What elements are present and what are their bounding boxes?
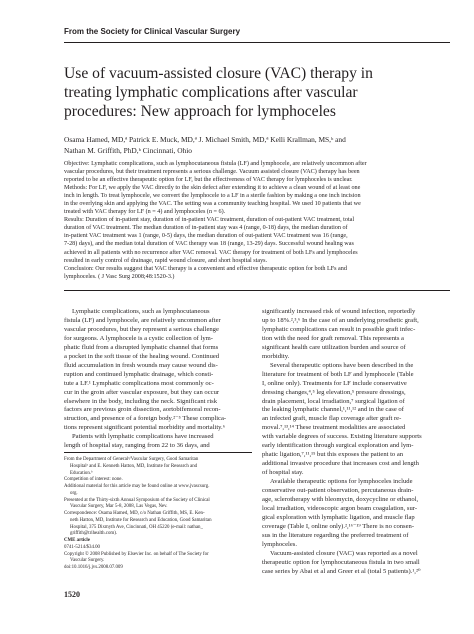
- footnote-line: Copyright © 2008 Published by Elsevier Inc. on behalf of The Society for: [64, 551, 209, 557]
- body-line: Available therapeutic options for lymphoceles include: [270, 478, 413, 486]
- body-line: moval.⁷,¹³,¹⁴ These treatment modalities are associated: [262, 424, 406, 432]
- abstract-line: resulted in early control of drainage, rapid wound closure, and short hospital stays.: [64, 257, 268, 264]
- body-line: length of hospital stay, ranging from 22 to 36 days, and: [64, 442, 210, 450]
- body-line: Lymphatic complications, such as lymphocutaneous: [72, 308, 210, 315]
- body-line: dressing changes,⁴,⁵ leg elevation,⁵ pressure dressings,: [262, 388, 406, 396]
- abstract-line: Objective: Lymphatic complications, such as lymphocutaneous fistula (LF) and lymphocele, are relatively uncommon after: [64, 161, 367, 167]
- body-line: additional invasive procedure that increases cost and length: [262, 460, 419, 468]
- body-line: phatic fluid from a disrupted lymphatic channel that forms: [64, 343, 219, 351]
- abstract-line: Methods: For LF, we apply the VAC directly to the skin defect after extending it to achieve a clean wound of at least one: [64, 185, 361, 192]
- body-line: significant health care utilization burden and source of: [262, 343, 406, 351]
- footnote-line: From the Department of Generalᵃ/Vascular Surgery, Good Samaritan: [64, 457, 199, 462]
- body-line: significantly increased risk of wound infection, reportedly: [262, 308, 416, 315]
- abstract-line: vascular procedures, but their treatment represents a serious challenge. Vacuum assisted closure (VAC) therapy has been: [64, 169, 360, 176]
- body-line: Vacuum-assisted closure (VAC) was reported as a novel: [270, 549, 418, 557]
- footnote-line: Competition of interest: none.: [64, 477, 123, 483]
- footnote-line: CME article: [64, 538, 90, 543]
- body-line: conservative out-patient observation, percutaneous drain-: [262, 487, 414, 495]
- body-line: local irradiation, videoscopic argon beam coagulation, sur-: [262, 504, 418, 512]
- footnote-line: Additional material for this article may be found online at www.jvascsurg.: [64, 484, 210, 489]
- footnote-line: doi:10.1016/j.jvs.2008.07.009: [64, 565, 123, 570]
- abstract-line: 7-28) days), and the median total duration of VAC therapy was 18 (range, 13-29) days. Successful wound healing was: [64, 241, 354, 248]
- footnotes: [64, 457, 252, 572]
- body-line: tute a LF.¹ Lymphatic complications most commonly oc-: [64, 379, 214, 387]
- abstract-line: Results: Duration of in-patient stay, duration of in-patient VAC treatment, duration of out-patient VAC treatment, total: [64, 217, 355, 224]
- body-line: literature for treatment of both LF and lymphocele (Table: [262, 370, 414, 378]
- body-line: case series by Abai et al and Greer et al (total 5 patients).¹,²⁰: [262, 567, 421, 575]
- footnote-rule: [64, 452, 252, 453]
- body-line: up to 18%.²,³,⁶ In the case of an underlying prosthetic graft,: [262, 316, 419, 324]
- body-line: a pocket in the soft tissue of the healing wound. Continued: [64, 352, 220, 360]
- footnote-line: Presented at the Thirty-sixth Annual Symposium of the Society of Clinical: [64, 497, 210, 503]
- body-column-left: [64, 308, 252, 451]
- body-line: age, sclerotherapy with bleomycin, doxycycline or ethanol,: [262, 496, 419, 504]
- body-line: the leaking lymphatic channel,¹,¹¹,¹² and in the case of: [262, 406, 404, 414]
- title-line: treating lymphatic complications after vascular: [64, 84, 358, 102]
- body-line: drain placement, local irradiation,⁷ surgical ligation of: [262, 397, 405, 405]
- body-line: I, online only). Treatments for LF include conservative: [262, 379, 407, 387]
- body-line: vascular procedures, but they represent a serious challenge: [64, 325, 219, 333]
- body-line: elsewhere in the body, including the neck. Significant risk: [64, 397, 218, 405]
- society-header: From the Society for Clinical Vascular Surgery: [64, 27, 241, 36]
- abstract: [64, 160, 454, 281]
- abstract-line: in-patient VAC treatment was 1 (range, 0-5) days, the median duration of out-patient VAC treatment was 16 (range,: [64, 233, 348, 240]
- page-number: 1520: [64, 590, 80, 599]
- abstract-line: treated with VAC therapy for LF (n = 4) and lymphoceles (n = 6).: [64, 209, 226, 216]
- abstract-line: lymphoceles. ( J Vasc Surg 2008;48:1520-3.): [64, 273, 175, 280]
- footnote-line: Correspondence: Osama Hamed, MD, c/o Nathan Griffith, MS, E. Ken-: [64, 511, 205, 516]
- body-line: sus in the literature regarding the preferred treatment of: [262, 531, 409, 539]
- abstract-line: in the overlying skin and applying the VAC. The setting was a community teaching hospital. We used 10 patients that we: [64, 201, 361, 208]
- body-line: fluid accumulation in fresh wounds may cause wound dis-: [64, 361, 218, 369]
- footnote-line: Vascular Surgery, Mar 5-8, 2008, Las Vegas, Nev.: [70, 504, 168, 510]
- article-title: [64, 64, 450, 122]
- abstract-line: inch in length. To treat lymphocele, we convert the lymphocele to a LF in a sterile fashion by making a one inch incision: [64, 193, 361, 200]
- body-line: phatic ligation,⁷,¹¹,¹⁵ but this exposes the patient to an: [262, 451, 404, 459]
- body-line: factors are previous groin dissection, aortobifemoral recon-: [64, 406, 221, 414]
- body-line: Patients with lymphatic complications have increased: [72, 433, 214, 441]
- body-line: for surgeons. A lymphocele is a cystic collection of lym-: [64, 334, 213, 342]
- footnote-line: Hospital, 375 Dixmyth Ave, Cincinnati, OH 45220 (e-mail: nathan_: [70, 524, 203, 530]
- author-line: Nathan M. Griffith, PhD,ᵇ Cincinnati, Ohio: [64, 146, 192, 156]
- title-line: Use of vacuum-assisted closure (VAC) therapy in: [64, 65, 373, 82]
- body-line: with variable degrees of success. Existing literature supports: [262, 433, 422, 441]
- body-line: morbidity.: [262, 352, 290, 360]
- body-line: tions represent significant potential morbidity and mortality.⁶: [64, 424, 226, 432]
- body-line: gical exploration with lymphatic ligation, and muscle flap: [262, 513, 415, 521]
- body-line: fistula (LF) and lymphocele, are relatively uncommon after: [64, 316, 221, 324]
- title-line: procedures: New approach for lymphoceles: [64, 103, 336, 121]
- footnote-line: griffith@trihealth.com).: [70, 531, 118, 537]
- author-block: [64, 134, 454, 156]
- footnote-line: 0741-5214/$34.00: [64, 544, 100, 550]
- footnote-line: neth Hatton, MD, Institute for Research and Education, Good Samaritan: [70, 517, 212, 523]
- footnote-line: Education.ᵇ: [70, 470, 93, 476]
- body-line: coverage (Table I, online only).²,¹⁶⁻¹⁹ There is no consen-: [262, 522, 415, 530]
- abstract-rule: [64, 290, 450, 291]
- body-line: ruption and continued lymphatic drainage, which consti-: [64, 370, 214, 378]
- abstract-line: reported to be an effective therapeutic option for LF, but the effectiveness of VAC therapy for lymphoceles is unclear.: [64, 177, 353, 184]
- author-line: Osama Hamed, MD,ª Patrick E. Muck, MD,ª J. Michael Smith, MD,ª Kelli Krallman, MS,ᵇ and: [64, 135, 346, 144]
- body-line: struction, and presence of a foreign body.²⁻⁵ These complica-: [64, 415, 227, 423]
- body-column-right: [262, 308, 450, 577]
- body-line: an infected graft, muscle flap coverage after graft re-: [262, 415, 402, 423]
- body-line: Several therapeutic options have been described in the: [270, 361, 414, 369]
- footnote-line: org.: [70, 490, 78, 496]
- body-line: early identification through surgical exploration and lym-: [262, 442, 414, 450]
- abstract-line: achieved in all patients with no recurrence after VAC removal. VAC therapy for treatment of both LFs and lymphoceles: [64, 249, 358, 256]
- body-line: lymphatic complications can result in possible graft infec-: [262, 325, 416, 333]
- header-rule: [64, 42, 450, 43]
- footnote-line: Hospitalᵃ and E. Kenneth Hatton, MD, Institute for Research and: [70, 463, 198, 469]
- body-line: therapeutic option for lymphocutaneous fistula in two small: [262, 558, 420, 566]
- body-line: of hospital stay.: [262, 469, 304, 477]
- footnote-line: Vascular Surgery.: [70, 558, 105, 564]
- body-line: tion with the need for graft removal. This represents a: [262, 334, 404, 342]
- abstract-line: duration of VAC treatment. The median duration of in-patient stay was 4 (range, 0-18) days, the median duration of: [64, 225, 348, 232]
- abstract-line: Conclusion: Our results suggest that VAC therapy is a convenient and effective therapeutic option for both LFs and: [64, 265, 347, 272]
- body-line: lymphoceles.: [262, 540, 297, 548]
- body-line: cur in the groin after vascular exposure, but they can occur: [64, 388, 220, 396]
